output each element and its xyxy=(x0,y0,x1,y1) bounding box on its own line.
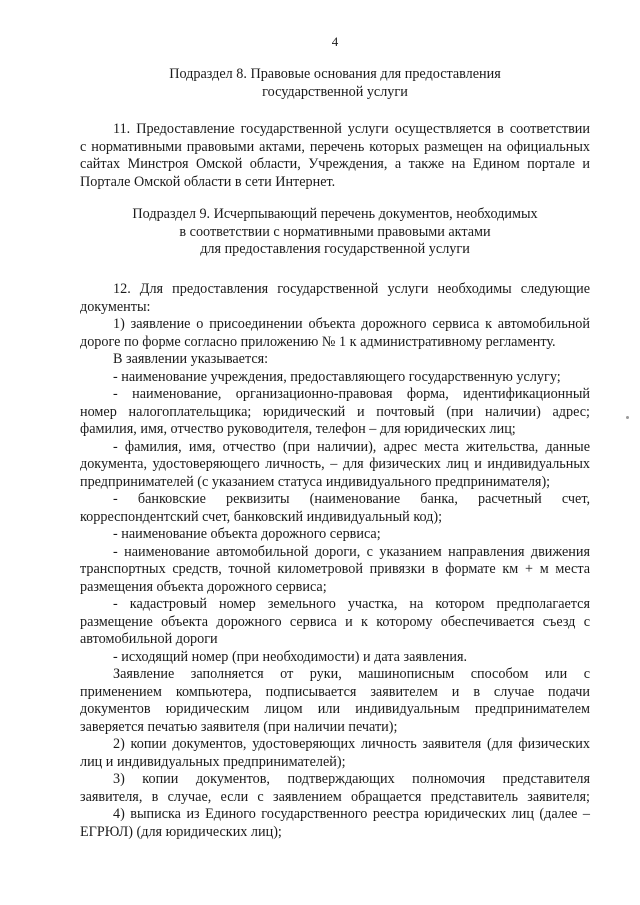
paragraph-11-line: с нормативными правовыми актами, перечень которых размещен на официальных xyxy=(80,138,590,155)
list-item-line: - наименование объекта дорожного сервиса; xyxy=(113,526,381,542)
list-item-line: номер налогоплательщика; юридический и почтовый (при наличии) адрес; xyxy=(80,403,590,420)
paragraph-12-line: 3) копии документов, подтверждающих полномочия представителя xyxy=(113,771,590,787)
section-9-heading xyxy=(80,206,590,259)
heading-line: в соответствии с нормативными правовыми актами xyxy=(179,223,491,240)
list-item-line: - фамилия, имя, отчество (при наличии), адрес места жительства, данные xyxy=(113,438,590,455)
heading-line: Подраздел 9. Исчерпывающий перечень документов, необходимых xyxy=(132,206,538,222)
heading-line: Подраздел 8. Правовые основания для предоставления xyxy=(169,66,501,82)
paragraph-12-line: документы: xyxy=(80,298,151,315)
paragraph-12-line: 12. Для предоставления государственной услуги необходимы следующие xyxy=(113,281,590,297)
paragraph-11-line: Портале Омской области в сети Интернет. xyxy=(80,173,336,190)
paragraph-12-line: В заявлении указывается: xyxy=(113,351,269,367)
list-item-line: предпринимателей (с указанием статуса индивидуального предпринимателя); xyxy=(80,473,551,490)
paragraph-12-line: Заявление заполняется от руки, машинописным способом или с xyxy=(113,666,590,682)
paragraph-11-line: сайтах Минстроя Омской области, Учреждения, а также на Едином портале и xyxy=(80,156,590,172)
paragraph-12-line: 1) заявление о присоединении объекта дорожного сервиса к автомобильной xyxy=(113,316,590,332)
paragraph-12-line: ЕГРЮЛ) (для юридических лиц); xyxy=(80,823,282,840)
list-item-line: корреспондентский счет, банковский индивидуальный код); xyxy=(80,508,443,525)
scan-margin-mark xyxy=(626,416,629,419)
list-item-line: автомобильной дороги xyxy=(80,631,218,647)
list-item-line: размещения объекта дорожного сервиса; xyxy=(80,578,327,595)
paragraph-12-line: заявителя, в случае, если с заявлением обращается представитель заявителя; xyxy=(80,788,590,805)
list-item-line: - банковские реквизиты (наименование банка, расчетный счет, xyxy=(113,491,590,507)
heading-line: государственной услуги xyxy=(262,83,408,100)
list-item-line: - наименование учреждения, предоставляющего государственную услугу; xyxy=(113,368,561,385)
list-item-line: - исходящий номер (при необходимости) и дата заявления. xyxy=(113,648,468,665)
list-item-line: фамилия, имя, отчество руководителя, телефон – для юридических лиц; xyxy=(80,421,516,437)
list-item-line: - кадастровый номер земельного участка, на котором предполагается xyxy=(113,596,590,612)
paragraph-12-line: дороге по форме согласно приложению № 1 к административному регламенту. xyxy=(80,333,556,350)
section-8-heading xyxy=(80,66,590,101)
heading-line: для предоставления государственной услуги xyxy=(200,241,470,257)
paragraph-12-line: документов юридическим лицом или индивидуальным предпринимателем xyxy=(80,701,590,717)
paragraph-12-line: применением компьютера, подписывается заявителем и в случае подачи xyxy=(80,683,590,700)
paragraph-12-line: заверяется печатью заявителя (при наличии печати); xyxy=(80,718,398,735)
paragraph-12-line: 2) копии документов, удостоверяющих личность заявителя (для физических xyxy=(113,736,590,752)
paragraph-12-line: лиц и индивидуальных предпринимателей); xyxy=(80,753,346,770)
list-item-line: документа, удостоверяющего личность, – для физических лиц и индивидуальных xyxy=(80,456,590,472)
list-item-line: - наименование, организационно-правовая форма, идентификационный xyxy=(113,386,590,402)
document-page xyxy=(80,0,590,905)
list-item-line: транспортных средств, точной километровой привязки в формате км + м места xyxy=(80,561,590,577)
paragraph-11-line: 11. Предоставление государственной услуги осуществляется в соответствии xyxy=(113,121,590,137)
list-item-line: размещение объекта дорожного сервиса и к которому обеспечивается съезд с xyxy=(80,613,590,630)
page-number: 4 xyxy=(331,34,339,49)
paragraph-12-line: 4) выписка из Единого государственного реестра юридических лиц (далее – xyxy=(113,806,590,822)
list-item-line: - наименование автомобильной дороги, с указанием направления движения xyxy=(113,543,590,560)
